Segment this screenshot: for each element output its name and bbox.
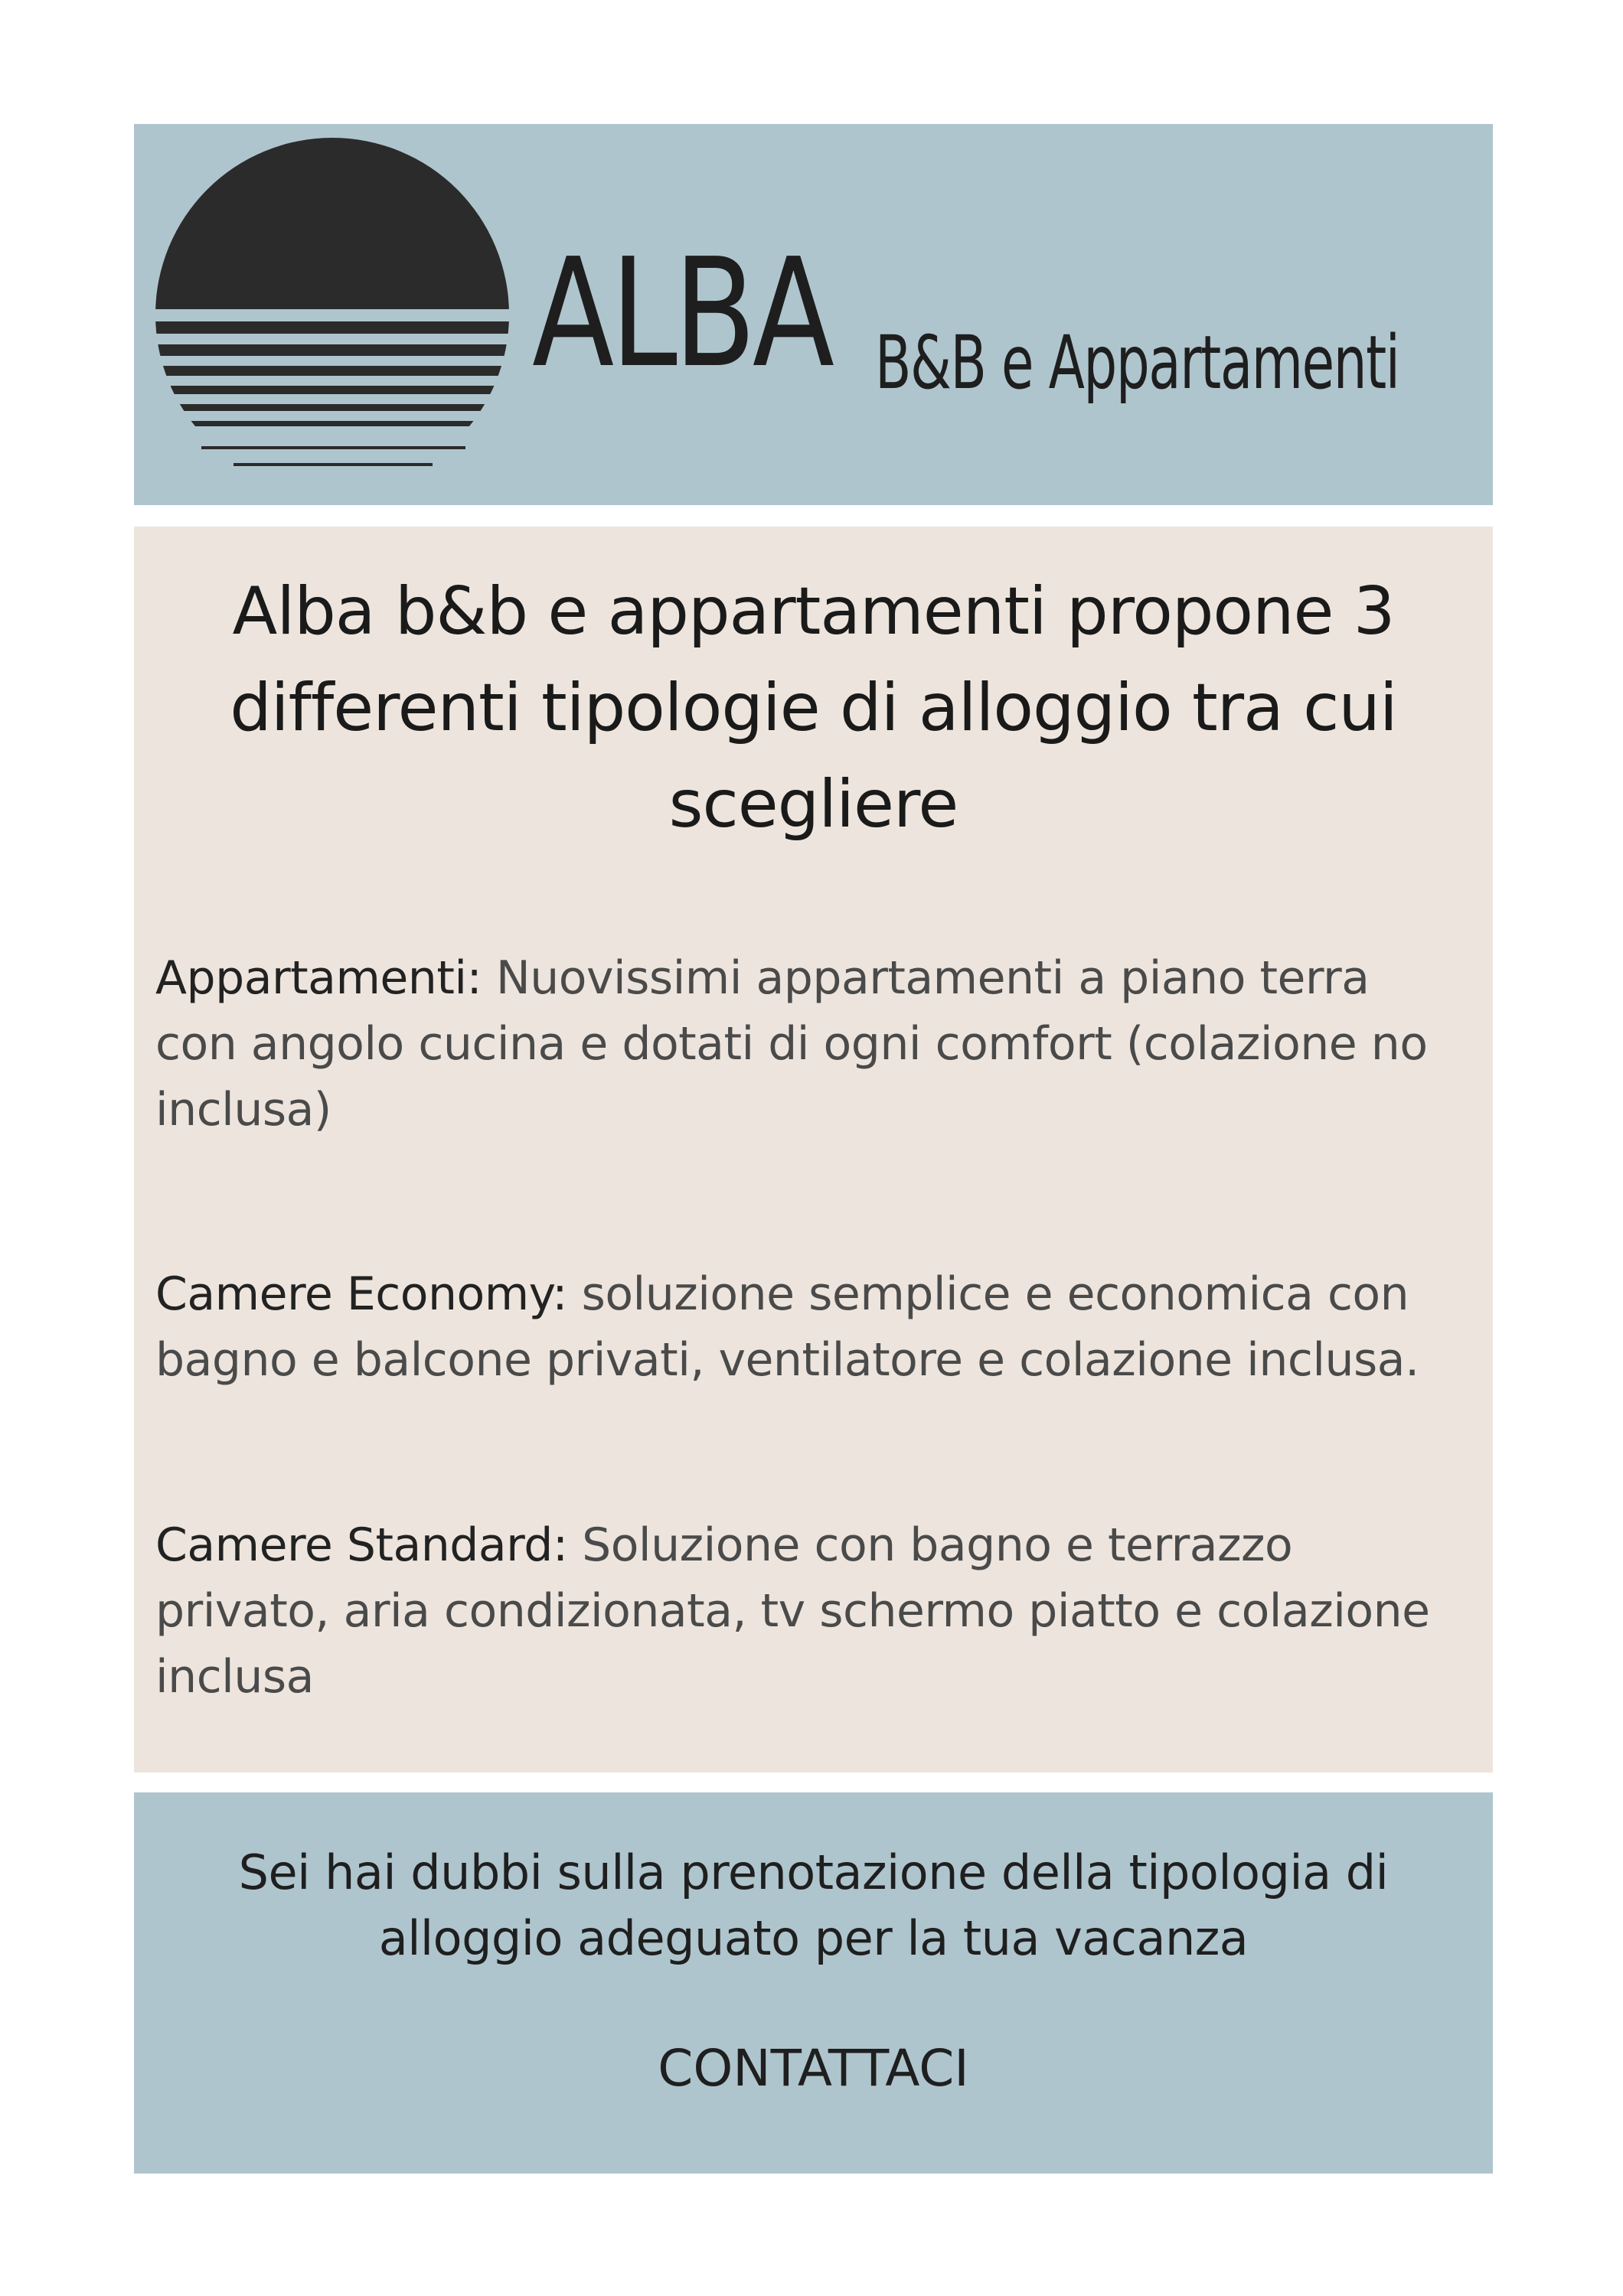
option-label: Camere Standard: [155,1518,568,1572]
accommodation-info [134,527,1493,1773]
option-description: Nuovissimi appartamenti a piano terra con angolo cucina e dotati di ogni comfort (colazione no inclusa) [155,951,1428,1137]
contact-banner [134,1792,1493,2174]
option-description: Soluzione con bagno e terrazzo privato, aria condizionata, tv schermo piatto e colazione inclusa [155,1518,1430,1704]
intro-heading: Alba b&b e appartamenti propone 3 differenti tipologie di alloggio tra cui scegliere [230,573,1397,843]
header-banner [134,124,1493,505]
option-description: soluzione semplice e economica con bagno e balcone privati, ventilatore e colazione inclusa. [155,1267,1419,1387]
option-economy-rooms [155,1261,1447,1393]
option-label: Camere Economy: [155,1267,568,1321]
booking-help-text: Sei hai dubbi sulla prenotazione della tipologia di alloggio adeguato per la tua vacanza [238,1844,1389,1966]
sunrise-logo-icon [155,138,509,467]
option-label: Appartamenti: [155,951,482,1005]
contact-button[interactable]: CONTATTACI [658,2039,969,2098]
brand-subtitle: B&B e Appartamenti [875,320,1399,406]
option-standard-rooms [155,1512,1447,1710]
brand-name: ALBA [532,227,831,401]
option-apartments [155,945,1447,1143]
